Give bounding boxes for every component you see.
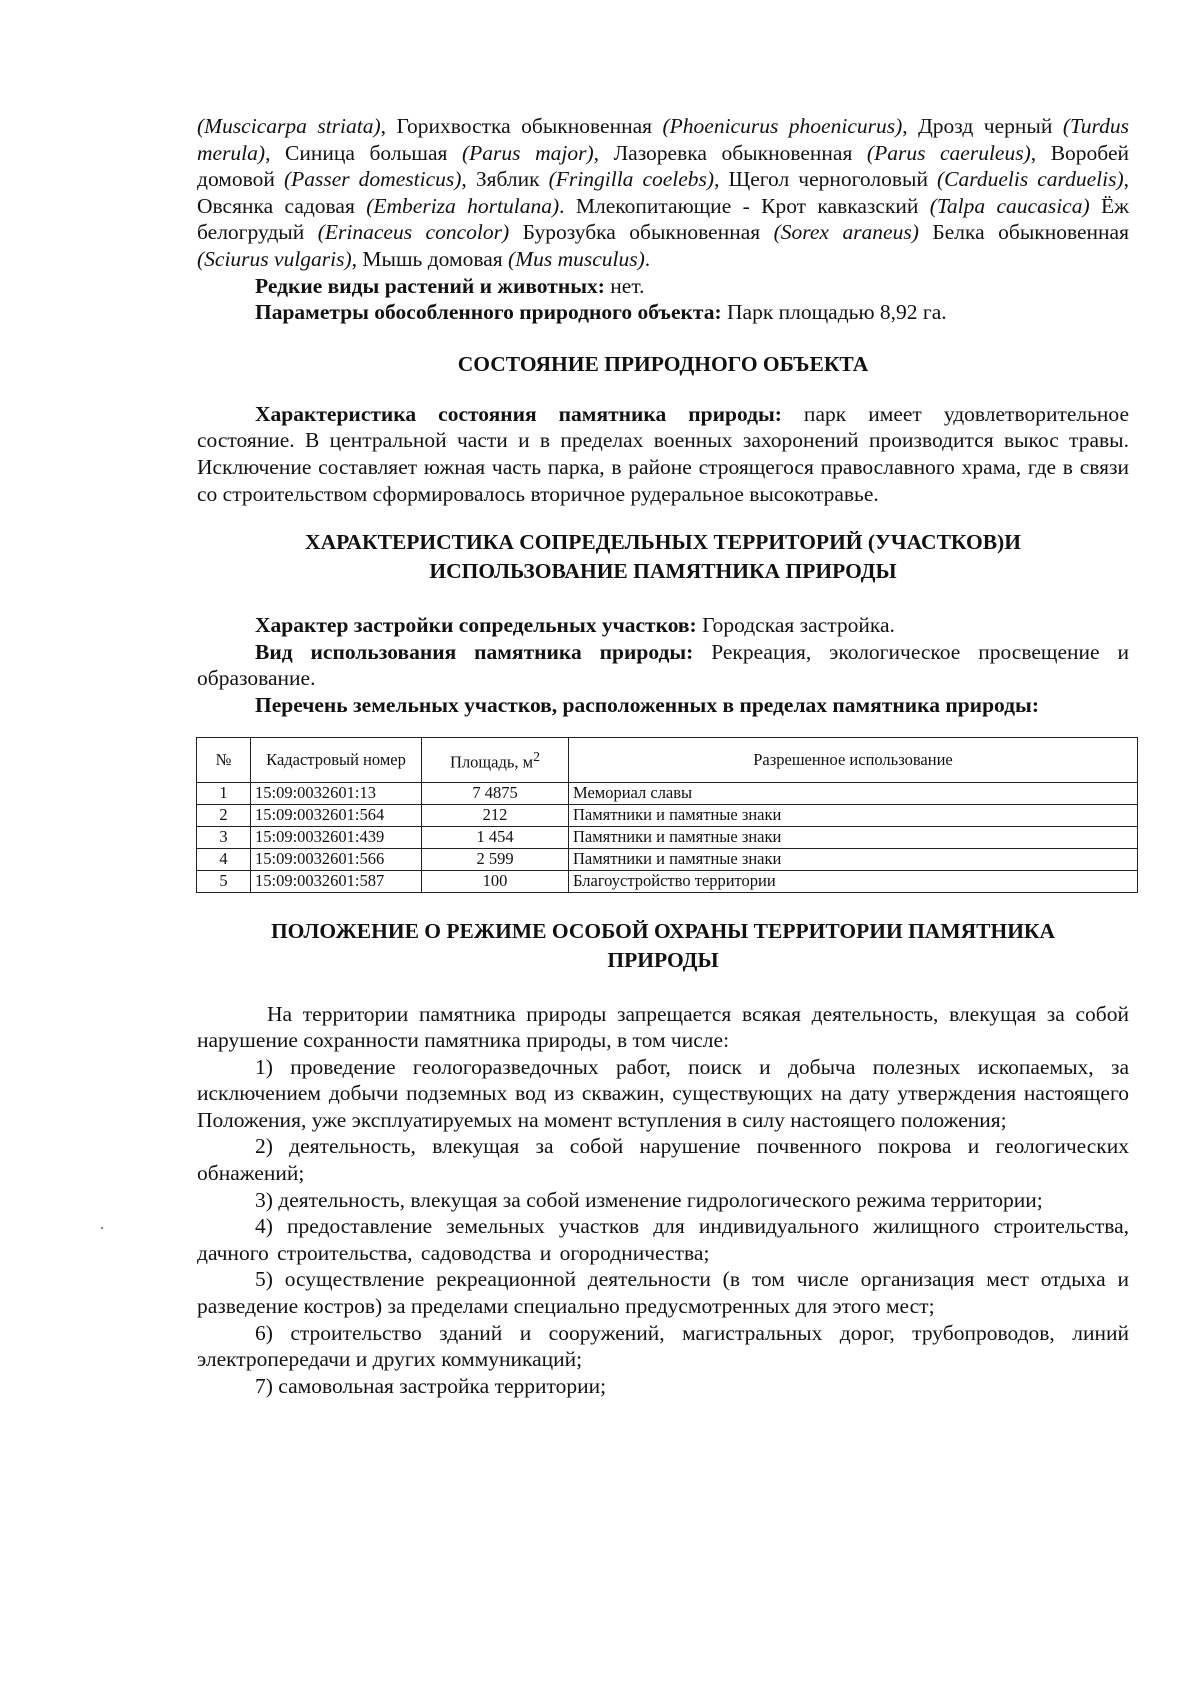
state-text: парк имеет удовлетворительное состояние. В центральной части и в пределах военных захоронений производится выкос травы. Исключение составляет южная часть парка, в районе строящегося православного храма, где в связи со строительством сформировалось вторичное рудеральное высокотравье.	[197, 401, 1129, 506]
species-latin-name: (Muscicarpa striata)	[197, 114, 381, 138]
cell-use: Мемориал славы	[569, 782, 1138, 804]
prohibition-item: 6) строительство зданий и сооружений, магистральных дорог, трубопроводов, линий электропередачи и других коммуникаций;	[197, 1320, 1129, 1372]
cell-use: Памятники и памятные знаки	[569, 826, 1138, 848]
usage-value: Рекреация, экологическое просвещение и образование.	[197, 639, 1129, 691]
plots-list-line	[197, 692, 1129, 719]
species-latin-name: (Turdus merula)	[197, 114, 1129, 165]
section-heading-regime-line1: ПОЛОЖЕНИЕ О РЕЖИМЕ ОСОБОЙ ОХРАНЫ ТЕРРИТОРИИ ПАМЯТНИКА	[270, 918, 1056, 943]
species-latin-name: (Sciurus vulgaris)	[197, 246, 352, 271]
section-heading-regime	[197, 917, 1129, 975]
species-latin-name: (Carduelis carduelis)	[937, 167, 1124, 192]
prohibition-item: 7) самовольная застройка территории;	[255, 1373, 607, 1398]
rare-species-line	[197, 273, 1129, 300]
cell-area: 212	[422, 804, 569, 826]
land-plots-table	[196, 737, 1138, 893]
species-common-name: Бурозубка обыкновенная	[509, 220, 774, 245]
cell-area: 1 454	[422, 826, 569, 848]
species-common-name: , Воробей домовой	[197, 140, 1129, 192]
cell-num: 3	[197, 826, 251, 848]
building-line	[197, 612, 1129, 639]
col-header-num: №	[197, 737, 251, 782]
state-paragraph	[197, 401, 1129, 507]
cell-cadastral: 15:09:0032601:439	[251, 826, 422, 848]
cell-num: 2	[197, 804, 251, 826]
species-common-name: , Овсянка садовая	[197, 167, 1129, 218]
object-params-value: Парк площадью 8,92 га.	[721, 300, 947, 325]
col-header-area	[422, 737, 569, 782]
section-heading-state: СОСТОЯНИЕ ПРИРОДНОГО ОБЪЕКТА	[457, 351, 869, 376]
species-latin-name: (Talpa caucasica)	[929, 193, 1090, 218]
species-common-name: Белка обыкновенная	[918, 220, 1129, 245]
col-header-cadastral: Кадастровый номер	[251, 737, 422, 782]
cell-cadastral: 15:09:0032601:587	[251, 870, 422, 892]
object-params-label: Параметры обособленного природного объекта:	[255, 300, 722, 325]
cell-area: 2 599	[422, 848, 569, 870]
col-header-area-text: Площадь, м	[450, 752, 534, 772]
species-common-name: , Лазоревка обыкновенная	[593, 140, 867, 165]
section-heading-adjacent	[197, 528, 1129, 586]
species-latin-name: (Phoenicurus phoenicurus)	[662, 114, 903, 138]
prohibition-item: 4) предоставление земельных участков для индивидуального жилищного строительства, дачного строительства, садоводства и огородничества;	[197, 1214, 1129, 1265]
species-common-name: , Горихвостка обыкновенная	[380, 114, 663, 138]
table-row	[197, 782, 1138, 804]
table-row	[197, 870, 1138, 892]
building-value: Городская застройка.	[696, 613, 895, 638]
cell-cadastral: 15:09:0032601:13	[251, 782, 422, 804]
species-latin-name: (Passer domesticus)	[283, 167, 462, 192]
section-heading-regime-line2: ПРИРОДЫ	[607, 947, 719, 972]
species-latin-name: (Parus caeruleus)	[866, 140, 1031, 165]
cell-use: Памятники и памятные знаки	[569, 848, 1138, 870]
species-latin-name: (Parus major)	[462, 140, 594, 165]
table-row	[197, 826, 1138, 848]
cell-area: 100	[422, 870, 569, 892]
usage-label: Вид использования памятника природы:	[255, 639, 694, 664]
cell-use: Благоустройство территории	[569, 870, 1138, 892]
col-header-use: Разрешенное использование	[569, 737, 1138, 782]
state-label: Характеристика состояния памятника природы:	[255, 401, 782, 426]
species-latin-name: (Erinaceus concolor)	[317, 220, 510, 245]
prohibition-item: 5) осуществление рекреационной деятельности (в том числе организация мест отдыха и разведение костров) за пределами специально предусмотренных для этого мест;	[197, 1267, 1129, 1319]
species-latin-name: (Mus musculus)	[508, 246, 645, 271]
cell-use: Памятники и памятные знаки	[569, 804, 1138, 826]
cell-cadastral: 15:09:0032601:566	[251, 848, 422, 870]
species-latin-name: (Emberiza hortulana)	[366, 193, 560, 218]
prohibition-item: 2) деятельность, влекущая за собой нарушение почвенного покрова и геологических обнажений;	[197, 1134, 1129, 1186]
species-common-name: , Зяблик	[461, 167, 549, 192]
col-header-area-sup: 2	[533, 748, 540, 764]
species-common-name: , Синица большая	[265, 140, 462, 165]
object-params-line	[197, 299, 1129, 326]
prohibition-item: 1) проведение геологоразведочных работ, поиск и добыча полезных ископаемых, за исключением добычи подземных вод из скважин, существующих на дату утверждения настоящего Положения, уже эксплуатируемых на момент вступления в силу настоящего положения;	[197, 1054, 1129, 1132]
cell-cadastral: 15:09:0032601:564	[251, 804, 422, 826]
cell-area: 7 4875	[422, 782, 569, 804]
cell-num: 4	[197, 848, 251, 870]
species-common-name: Ёж белогрудый	[197, 193, 1129, 245]
section-heading-adjacent-line2: ИСПОЛЬЗОВАНИЕ ПАМЯТНИКА ПРИРОДЫ	[429, 559, 897, 584]
species-common-name: . Млекопитающие - Крот кавказский	[559, 193, 930, 218]
species-common-name: .	[644, 246, 651, 271]
usage-line	[197, 639, 1129, 692]
fauna-species-list	[197, 113, 1129, 273]
regime-intro: На территории памятника природы запрещается всякая деятельность, влекущая за собой нарушение сохранности памятника природы, в том числе:	[197, 1001, 1129, 1053]
species-common-name: , Щегол черноголовый	[714, 167, 938, 192]
document-content	[197, 113, 1129, 1399]
species-latin-name: (Sorex araneus)	[773, 220, 919, 245]
prohibition-item: 3) деятельность, влекущая за собой изменение гидрологического режима территории;	[255, 1187, 1043, 1212]
scan-speck	[101, 1227, 103, 1229]
species-latin-name: (Fringilla coelebs)	[548, 167, 715, 192]
prohibitions-list	[197, 1054, 1129, 1400]
rare-species-value: нет.	[604, 273, 645, 298]
building-label: Характер застройки сопредельных участков:	[255, 613, 697, 638]
plots-list-label: Перечень земельных участков, расположенных в пределах памятника природы:	[255, 692, 1039, 717]
species-common-name: , Дрозд черный	[902, 114, 1063, 138]
table-header-row	[197, 737, 1138, 782]
table-row	[197, 848, 1138, 870]
rare-species-label: Редкие виды растений и животных:	[255, 273, 605, 298]
section-heading-adjacent-line1: ХАРАКТЕРИСТИКА СОПРЕДЕЛЬНЫХ ТЕРРИТОРИЙ (УЧАСТКОВ)И	[305, 530, 1021, 555]
cell-num: 5	[197, 870, 251, 892]
cell-num: 1	[197, 782, 251, 804]
species-common-name: , Мышь домовая	[351, 246, 509, 271]
table-row	[197, 804, 1138, 826]
